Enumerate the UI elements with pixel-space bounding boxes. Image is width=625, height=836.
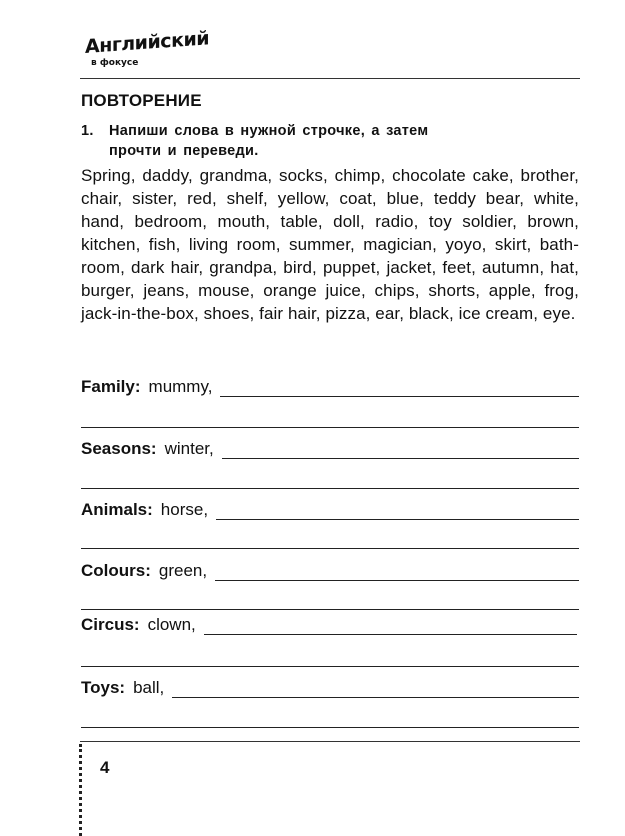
task-number: 1. [81, 123, 94, 139]
dotted-cut-line [79, 744, 82, 836]
category-example: clown, [147, 615, 196, 634]
category-seasons [81, 435, 579, 459]
answer-line-family-1[interactable] [220, 380, 579, 397]
task-line-2: прочти и переведи. [109, 143, 259, 159]
answer-line-toys-1[interactable] [172, 681, 579, 698]
word-list: Spring, daddy, grandma, socks, chimp, chocolate cake, brother, chair, sister, red, shelf, yellow, coat, blue, teddy bear, white, hand, bedroom, mouth, table, doll, radio, toy soldier, brown, kitchen, fish, living room, summer, magician, yoyo, skirt, bath-room, dark hair, grandpa, bird, puppet, jacket, feet, autumn, hat, burger, jeans, mouse, orange juice, chips, shorts, apple, frog, jack-in-the-box, shoes, fair hair, pizza, ear, black, ice cream, eye. [81, 166, 579, 323]
answer-line-seasons-2[interactable] [81, 488, 579, 489]
logo-subtitle: в фокусе [91, 58, 139, 68]
logo-title: Английский [85, 27, 210, 58]
category-example: mummy, [148, 377, 213, 396]
category-colours [81, 557, 579, 581]
category-example: ball, [133, 678, 165, 697]
task-instruction [81, 121, 541, 161]
category-label: Seasons: [81, 439, 157, 458]
category-animals [81, 496, 579, 520]
category-circus [81, 611, 577, 635]
category-example: horse, [160, 500, 209, 519]
answer-line-animals-1[interactable] [216, 503, 579, 520]
task-line-1: Напиши слова в нужной строчке, а затем [109, 123, 429, 139]
page-number: 4 [100, 758, 110, 777]
category-label: Circus: [81, 615, 140, 634]
category-toys [81, 674, 579, 698]
category-family [81, 373, 579, 397]
answer-line-animals-2[interactable] [81, 548, 579, 549]
category-label: Toys: [81, 678, 126, 697]
answer-line-family-2[interactable] [81, 427, 579, 428]
answer-line-colours-2[interactable] [81, 609, 579, 610]
category-label: Animals: [81, 500, 153, 519]
answer-line-seasons-1[interactable] [222, 442, 579, 459]
category-example: winter, [164, 439, 214, 458]
book-logo [85, 27, 210, 76]
section-heading: ПОВТОРЕНИЕ [81, 91, 202, 110]
category-label: Colours: [81, 561, 151, 580]
answer-line-colours-1[interactable] [215, 564, 579, 581]
answer-line-circus-1[interactable] [204, 618, 577, 635]
header-divider [80, 78, 580, 79]
category-example: green, [158, 561, 208, 580]
answer-line-toys-2[interactable] [81, 727, 579, 728]
category-label: Family: [81, 377, 141, 396]
footer-divider [80, 741, 580, 742]
answer-line-circus-2[interactable] [81, 666, 579, 667]
